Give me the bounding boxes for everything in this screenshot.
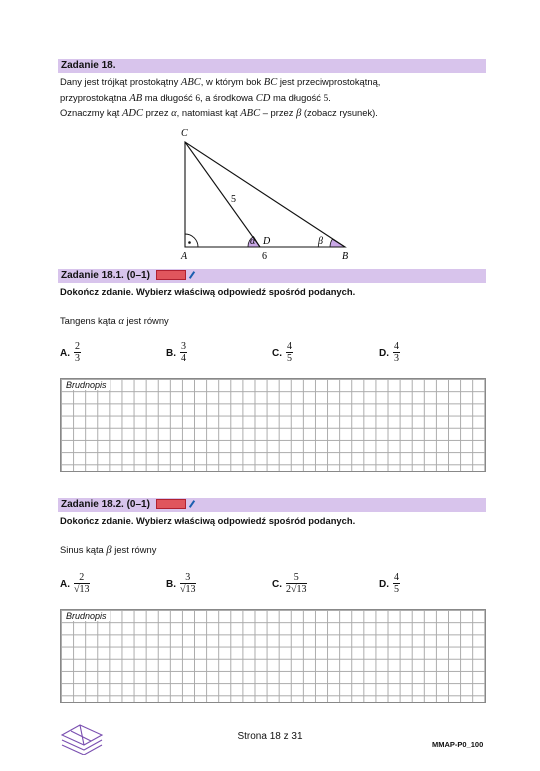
text: . — [328, 92, 331, 103]
denominator: √13 — [180, 584, 196, 595]
math-beta: β — [296, 108, 302, 119]
numerator: 2 — [75, 341, 80, 352]
denominator: 5 — [394, 584, 399, 595]
math-five: 5 — [323, 94, 329, 104]
label-a: A — [181, 251, 188, 262]
math-bc: BC — [263, 77, 278, 88]
q2-instruction: Dokończ zdanie. Wybierz właściwą odpowiedź spośród podanych. — [60, 515, 356, 526]
text: Tangens kąta — [60, 315, 116, 326]
denominator: 2√13 — [286, 584, 307, 595]
text: , a środkowa — [200, 92, 254, 103]
numerator: 2 — [74, 572, 90, 584]
scratch-label: Brudnopis — [63, 380, 110, 390]
option-fraction — [286, 572, 307, 595]
option-fraction — [393, 341, 400, 364]
triangle-abc — [185, 142, 345, 247]
q2-prompt — [60, 542, 156, 559]
text: – przez — [262, 107, 294, 118]
option-letter: D. — [379, 579, 389, 590]
denominator: 3 — [75, 353, 80, 364]
math-six: 6 — [195, 94, 200, 104]
numerator: 4 — [287, 341, 292, 352]
label-cd-length: 5 — [231, 194, 236, 205]
numerator: 3 — [180, 572, 196, 584]
text: Dany jest trójkąt prostokątny — [60, 76, 179, 87]
math-abc: ABC — [240, 108, 261, 119]
task-line-3 — [60, 105, 378, 122]
math-adc: ADC — [122, 108, 143, 119]
text: ma długość — [272, 92, 321, 103]
label-beta: β — [318, 236, 323, 247]
math-ab: AB — [129, 93, 143, 104]
denominator: 5 — [287, 353, 292, 364]
label-ab-length: 6 — [262, 251, 267, 262]
task-header-bar — [58, 59, 486, 73]
right-angle-arc — [185, 234, 198, 247]
text: , natomiast kąt — [176, 107, 238, 118]
option-letter: C. — [272, 579, 282, 590]
label-c: C — [181, 128, 188, 139]
numerator: 5 — [286, 572, 307, 584]
option-letter: B. — [166, 348, 176, 359]
numerator: 4 — [394, 572, 399, 583]
label-alpha: α — [250, 236, 256, 247]
median-cd — [185, 142, 260, 247]
denominator: 4 — [181, 353, 186, 364]
numerator: 3 — [181, 341, 186, 352]
text: jest przeciwprostokątną, — [279, 76, 381, 87]
text: jest równy — [114, 544, 157, 555]
option-letter: D. — [379, 348, 389, 359]
option-fraction — [286, 341, 293, 364]
math-alpha: α — [171, 108, 177, 119]
q2-title: Zadanie 18.2. (0–1) — [61, 499, 150, 510]
text: , w którym bok — [200, 76, 262, 87]
math-cd: CD — [255, 93, 271, 104]
text: (zobacz rysunek). — [303, 107, 378, 118]
page-number: Strona 18 z 31 — [237, 731, 303, 742]
exam-code: MMAP-P0_100 — [432, 740, 484, 749]
text: przez — [145, 107, 169, 118]
text: Oznaczmy kąt — [60, 107, 120, 118]
text: jest równy — [126, 315, 169, 326]
text: przyprostokątna — [60, 92, 127, 103]
option-fraction — [180, 341, 187, 364]
q1-prompt — [60, 313, 169, 330]
q1-instruction: Dokończ zdanie. Wybierz właściwą odpowiedź spośród podanych. — [60, 286, 356, 297]
scratch-label: Brudnopis — [63, 611, 110, 621]
math-abc: ABC — [180, 77, 201, 88]
numerator: 4 — [394, 341, 399, 352]
triangle-figure — [170, 125, 370, 265]
q2-scratch-grid[interactable] — [60, 609, 486, 703]
option-letter: A. — [60, 348, 70, 359]
denominator: 3 — [394, 353, 399, 364]
task-line-1 — [60, 74, 380, 91]
option-letter: C. — [272, 348, 282, 359]
right-angle-dot — [188, 241, 191, 244]
label-b: B — [342, 251, 349, 262]
label-d: D — [263, 236, 271, 247]
option-fraction — [74, 572, 90, 595]
math-beta: β — [106, 545, 112, 556]
task-title: Zadanie 18. — [61, 60, 116, 71]
option-letter: A. — [60, 579, 70, 590]
text: Sinus kąta — [60, 544, 104, 555]
option-fraction — [180, 572, 196, 595]
math-alpha: α — [118, 316, 124, 327]
option-fraction — [393, 572, 400, 595]
q1-scratch-grid[interactable] — [60, 378, 486, 472]
option-letter: B. — [166, 579, 176, 590]
q1-title: Zadanie 18.1. (0–1) — [61, 270, 150, 281]
denominator: √13 — [74, 584, 90, 595]
q2-header-bar — [58, 498, 486, 512]
text: ma długość — [144, 92, 193, 103]
option-fraction — [74, 341, 81, 364]
q1-header-bar — [58, 269, 486, 283]
